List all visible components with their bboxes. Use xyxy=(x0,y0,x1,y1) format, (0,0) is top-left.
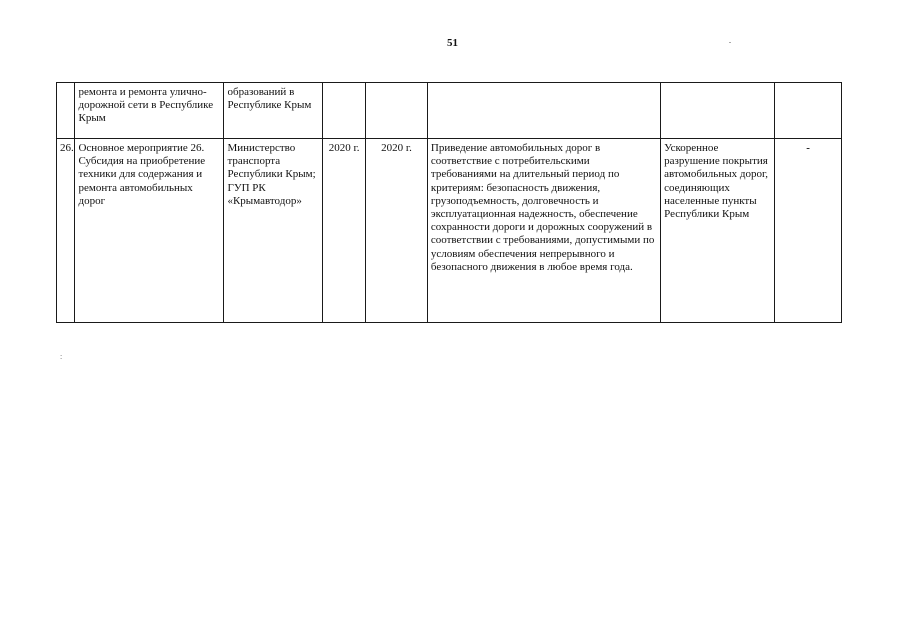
cell-end-year: 2020 г. xyxy=(366,139,428,323)
table-row-continuation xyxy=(57,83,842,139)
cell-expected-result-empty xyxy=(427,83,660,139)
activities-table xyxy=(56,82,842,323)
cell-end-year-empty xyxy=(366,83,428,139)
cell-consequences: Ускоренное разрушение покрытия автомобильных дорог, соединяющих населенные пункты Республики Крым xyxy=(661,139,775,323)
cell-link-indicator: - xyxy=(775,139,842,323)
cell-expected-result: Приведение автомобильных дорог в соответствие с потребительскими требованиями на длительный период по критериям: безопасность движения, грузоподъемность, долговечность и эксплуатационная надежность, обеспечение сохранности дороги и дорожных сооружений в соответствии с требованиями, допустимыми по условиям обеспечения непрерывного и безопасного движения в любое время года. xyxy=(427,139,660,323)
cell-executor: образований в Республике Крым xyxy=(224,83,323,139)
cell-start-year: 2020 г. xyxy=(323,139,366,323)
cell-number-empty xyxy=(57,83,75,139)
cell-consequences-empty xyxy=(661,83,775,139)
cell-activity-name: Основное мероприятие 26. Субсидия на приобретение техники для содержания и ремонта автомобильных дорог xyxy=(75,139,224,323)
scan-dot xyxy=(729,42,731,43)
cell-link-empty xyxy=(775,83,842,139)
page-number: 51 xyxy=(447,37,458,49)
scan-mark: : xyxy=(60,352,63,361)
cell-start-year-empty xyxy=(323,83,366,139)
table-row-26 xyxy=(57,139,842,323)
cell-executor: Министерство транспорта Республики Крым; ГУП РК «Крымавтодор» xyxy=(224,139,323,323)
cell-number: 26. xyxy=(57,139,75,323)
cell-activity-name: ремонта и ремонта улично-дорожной сети в Республике Крым xyxy=(75,83,224,139)
